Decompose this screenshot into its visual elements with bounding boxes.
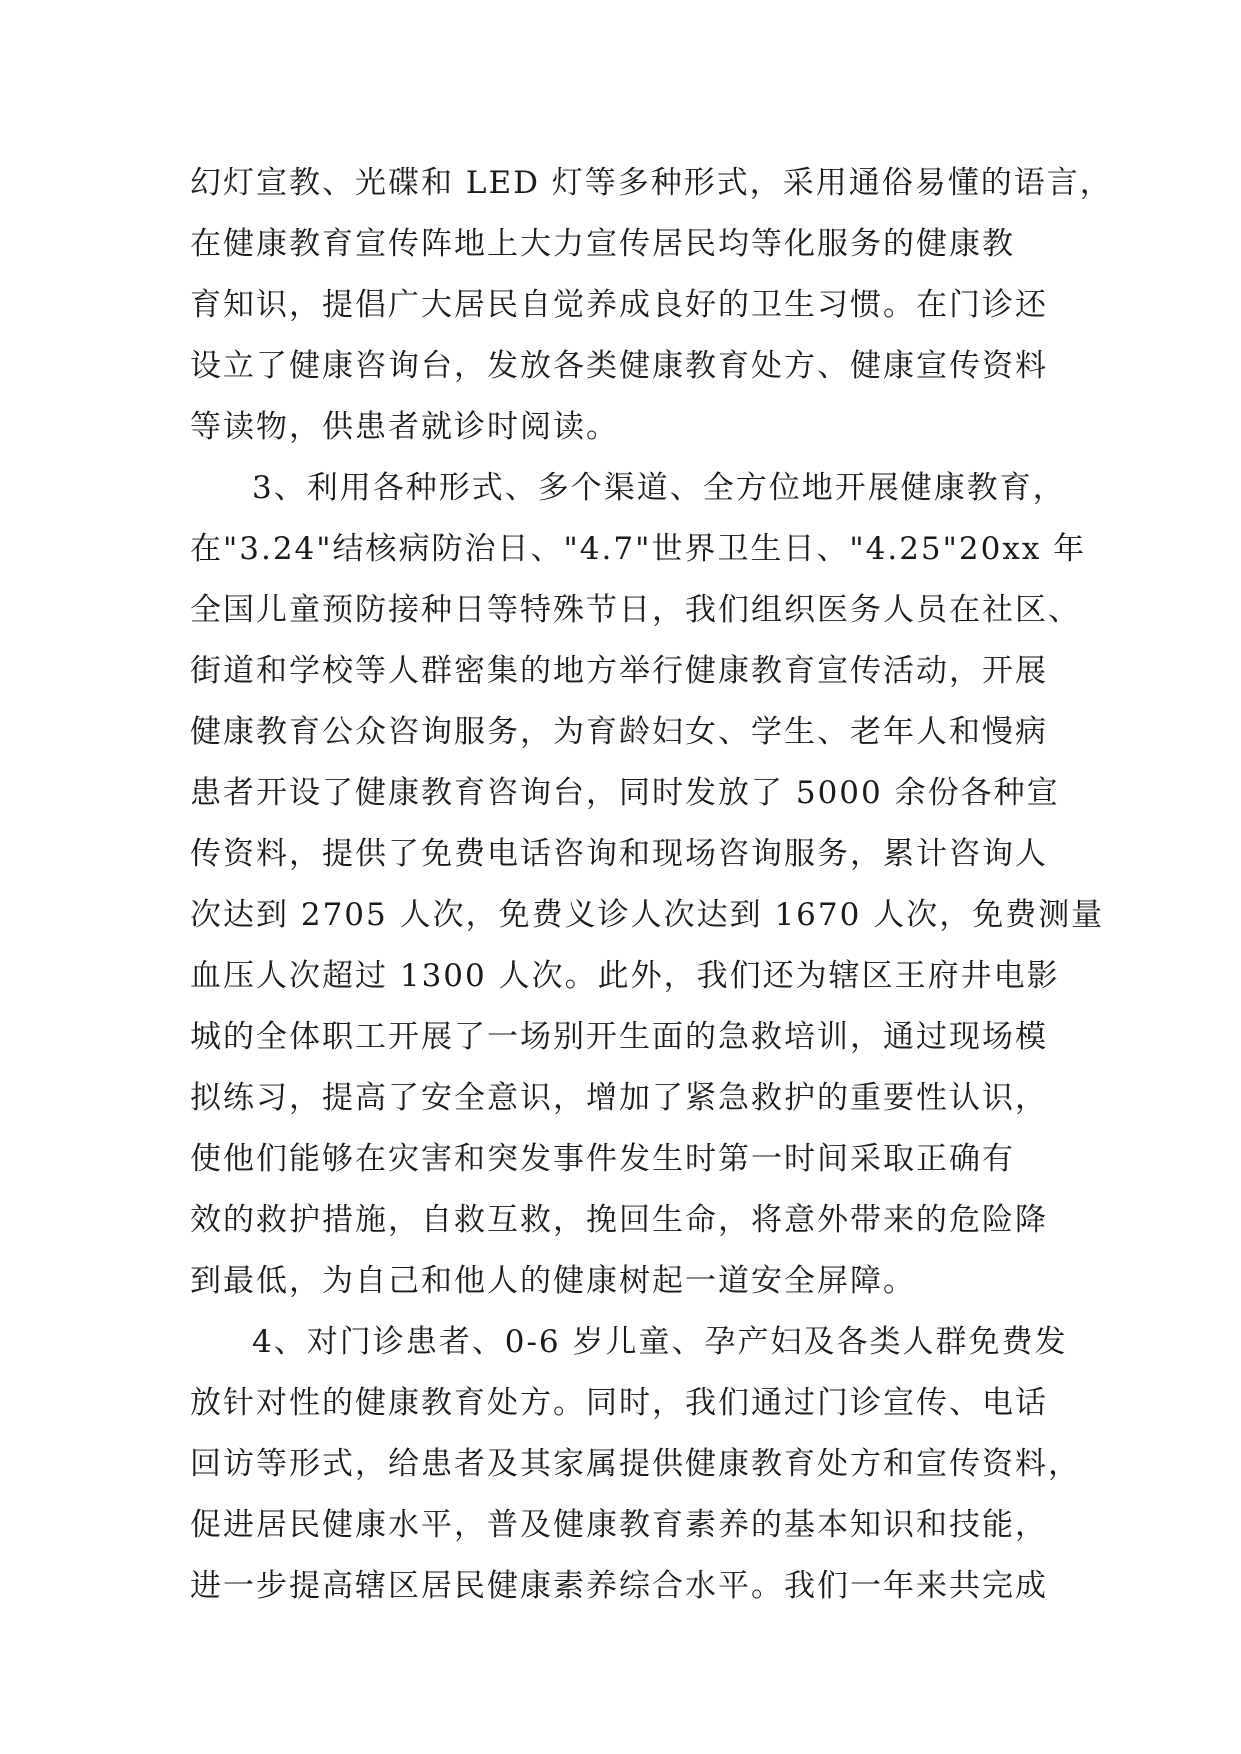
text-line: 放针对性的健康教育处方。同时，我们通过门诊宣传、电话 — [190, 1385, 1048, 1421]
text-line: 次达到 2705 人次，免费义诊人次达到 1670 人次，免费测量 — [190, 897, 1105, 933]
text-line: 在健康教育宣传阵地上大力宣传居民均等化服务的健康教 — [190, 226, 1015, 262]
paragraph-4-first-line: 4、对门诊患者、0-6 岁儿童、孕产妇及各类人群免费发 — [252, 1324, 1068, 1360]
text-line: 育知识，提倡广大居民自觉养成良好的卫生习惯。在门诊还 — [190, 287, 1048, 323]
text-line: 设立了健康咨询台，发放各类健康教育处方、健康宣传资料 — [190, 348, 1048, 384]
text-line: 进一步提高辖区居民健康素养综合水平。我们一年来共完成 — [190, 1568, 1048, 1604]
text-line: 回访等形式，给患者及其家属提供健康教育处方和宣传资料， — [190, 1446, 1081, 1482]
text-line: 街道和学校等人群密集的地方举行健康教育宣传活动，开展 — [190, 653, 1048, 689]
text-line: 全国儿童预防接种日等特殊节日，我们组织医务人员在社区、 — [190, 592, 1081, 628]
text-line: 等读物，供患者就诊时阅读。 — [190, 409, 619, 445]
text-line: 到最低，为自己和他人的健康树起一道安全屏障。 — [190, 1263, 916, 1299]
text-line: 患者开设了健康教育咨询台，同时发放了 5000 余份各种宣 — [190, 775, 1060, 811]
text-line: 传资料，提供了免费电话咨询和现场咨询服务，累计咨询人 — [190, 836, 1048, 872]
text-line: 促进居民健康水平，普及健康教育素养的基本知识和技能， — [190, 1507, 1048, 1543]
text-line: 城的全体职工开展了一场别开生面的急救培训，通过现场模 — [190, 1019, 1048, 1055]
text-line: 健康教育公众咨询服务，为育龄妇女、学生、老年人和慢病 — [190, 714, 1048, 750]
paragraph-3-first-line: 3、利用各种形式、多个渠道、全方位地开展健康教育， — [252, 470, 1066, 506]
text-line: 效的救护措施，自救互救，挽回生命，将意外带来的危险降 — [190, 1202, 1048, 1238]
text-line: 幻灯宣教、光碟和 LED 灯等多种形式，采用通俗易懂的语言， — [190, 165, 1113, 201]
text-line: 血压人次超过 1300 人次。此外，我们还为辖区王府井电影 — [190, 958, 1060, 994]
text-line: 在"3.24"结核病防治日、"4.7"世界卫生日、"4.25"20xx 年 — [190, 531, 1087, 567]
body-text — [190, 153, 1113, 1617]
text-line: 使他们能够在灾害和突发事件发生时第一时间采取正确有 — [190, 1141, 1015, 1177]
text-line: 拟练习，提高了安全意识，增加了紧急救护的重要性认识， — [190, 1080, 1048, 1116]
